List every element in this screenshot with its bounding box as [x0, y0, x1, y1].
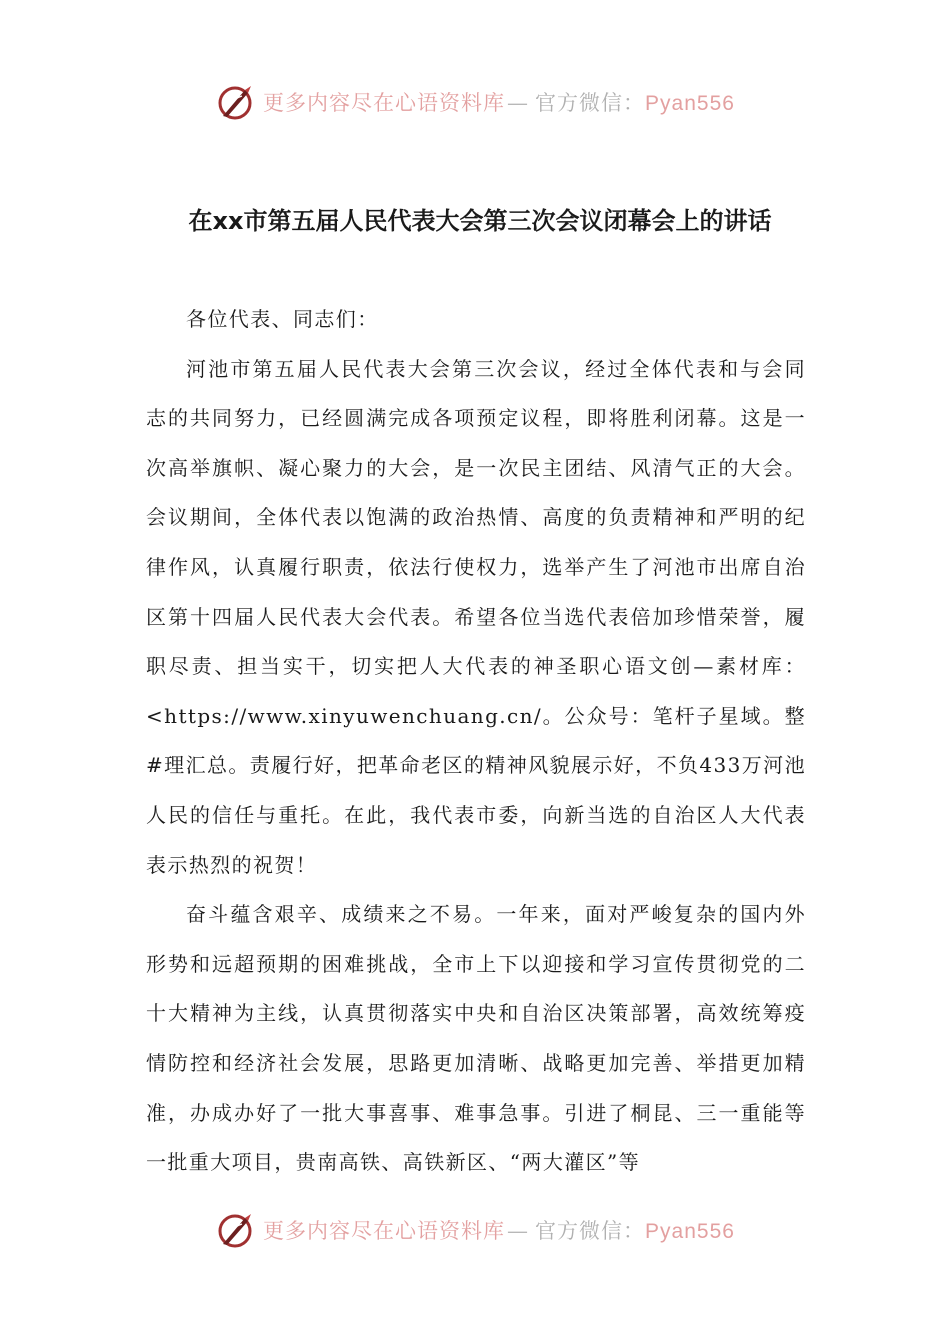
- footer-banner: [0, 1206, 950, 1254]
- banner-wechat-label: 官方微信：: [535, 1219, 646, 1243]
- document-body: [146, 295, 806, 1188]
- body-paragraph: 奋斗蕴含艰辛、成绩来之不易。一年来，面对严峻复杂的国内外形势和远超预期的困难挑战，全市上下以迎接和学习宣传贯彻党的二十大精神为主线，认真贯彻落实中央和自治区决策部署，高效统筹疫情防控和经济社会发展，思路更加清晰、战略更加完善、举措更加精准，办成办好了一批大事喜事、难事急事。引进了桐昆、三一重能等一批重大项目，贵南高铁、高铁新区、“两大灌区”等: [146, 902, 806, 1175]
- salutation: 各位代表、同志们：: [186, 307, 379, 331]
- banner-dash: —: [507, 91, 530, 115]
- banner-wechat-id: Pyan556: [645, 92, 735, 115]
- banner-main-text: 更多内容尽在心语资料库: [263, 91, 506, 115]
- banner-text: [263, 1215, 735, 1245]
- banner-wechat-label: 官方微信：: [535, 91, 646, 115]
- banner-dash: —: [507, 1219, 530, 1243]
- banner-main-text: 更多内容尽在心语资料库: [263, 1219, 506, 1243]
- quill-logo-icon: [215, 82, 255, 122]
- banner-text: [263, 87, 735, 117]
- body-paragraph: 河池市第五届人民代表大会第三次会议，经过全体代表和与会同志的共同努力，已经圆满完成各项预定议程，即将胜利闭幕。这是一次高举旗帜、凝心聚力的大会，是一次民主团结、风清气正的大会。会议期间，全体代表以饱满的政治热情、高度的负责精神和严明的纪律作风，认真履行职责，依法行使权力，选举产生了河池市出席自治区第十四届人民代表大会代表。希望各位当选代表倍加珍惜荣誉，履职尽责、担当实干，切实把人大代表的神圣职心语文创—素材库：<https://www.xinyuwenchuang.cn/。公众号：笔杆子星域。整#理汇总。责履行好，把革命老区的精神风貌展示好，不负433万河池人民的信任与重托。在此，我代表市委，向新当选的自治区人大代表表示热烈的祝贺！: [146, 356, 806, 877]
- document-title: 在xx市第五届人民代表大会第三次会议闭幕会上的讲话: [188, 207, 772, 235]
- banner-wechat-id: Pyan556: [645, 1220, 735, 1243]
- header-banner: [0, 78, 950, 126]
- quill-logo-icon: [215, 1210, 255, 1250]
